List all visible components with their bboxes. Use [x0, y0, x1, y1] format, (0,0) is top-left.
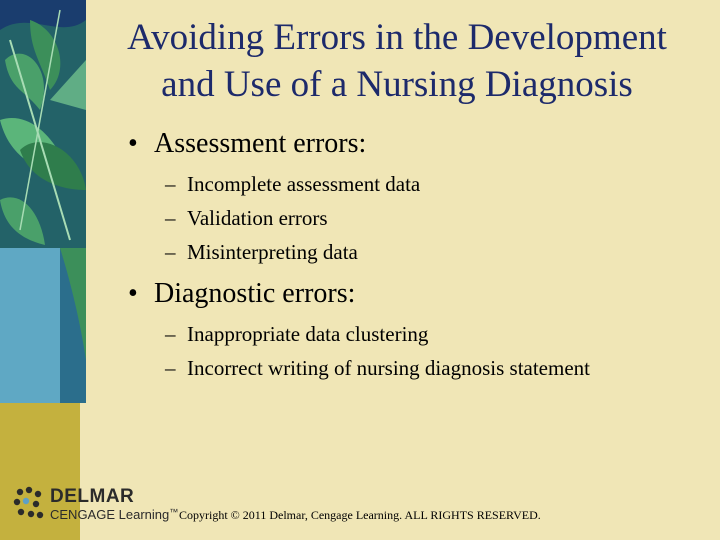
logo-subwordmark-text: CENGAGE Learning — [50, 507, 170, 522]
trademark-symbol: ™ — [169, 507, 179, 517]
logo-wordmark: DELMAR — [50, 486, 135, 507]
bullet-heading: Assessment errors: — [154, 128, 367, 159]
sub-bullet-item — [165, 240, 358, 265]
title-line-2: and Use of a Nursing Diagnosis — [161, 64, 633, 105]
sub-bullet-item — [165, 206, 328, 231]
logo-subwordmark — [50, 507, 178, 522]
bullet-icon: • — [128, 278, 138, 309]
sidebar-art — [0, 0, 86, 540]
dash-icon: – — [165, 240, 176, 264]
sub-bullet-text: Incomplete assessment data — [187, 172, 421, 196]
sub-bullet-text: Incorrect writing of nursing diagnosis statement — [187, 356, 590, 380]
dash-icon: – — [165, 356, 176, 380]
bullet-assessment-errors — [128, 128, 366, 160]
sub-bullet-text: Validation errors — [187, 206, 328, 230]
sub-bullet-item — [165, 172, 420, 197]
bullet-heading: Diagnostic errors: — [154, 278, 356, 309]
dash-icon: – — [165, 322, 176, 346]
dash-icon: – — [165, 206, 176, 230]
delmar-dots-logo-icon — [12, 486, 46, 522]
delmar-cengage-logo — [12, 484, 182, 528]
leaves-illustration-icon — [0, 0, 86, 540]
slide-title — [92, 14, 702, 108]
bullet-icon: • — [128, 128, 138, 159]
sub-bullet-text: Inappropriate data clustering — [187, 322, 429, 346]
bullet-diagnostic-errors — [128, 278, 355, 310]
title-line-1: Avoiding Errors in the Development — [127, 17, 667, 58]
sub-bullet-item — [165, 356, 590, 381]
sub-bullet-item — [165, 322, 428, 347]
copyright-notice: Copyright © 2011 Delmar, Cengage Learning. ALL RIGHTS RESERVED. — [179, 508, 541, 522]
sub-bullet-text: Misinterpreting data — [187, 240, 358, 264]
dash-icon: – — [165, 172, 176, 196]
